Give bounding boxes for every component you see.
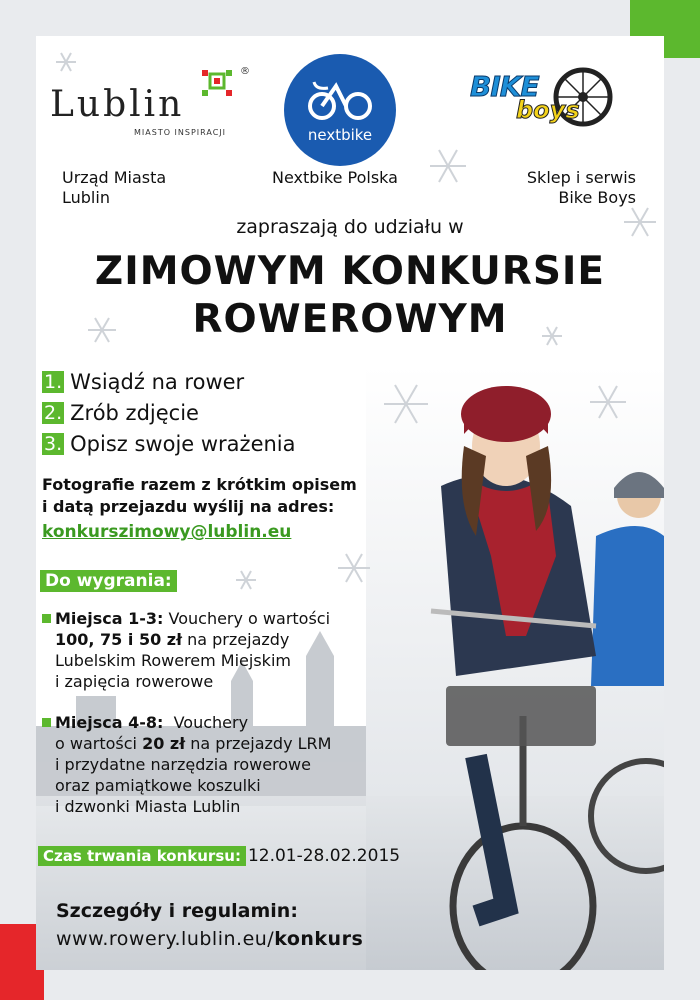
- step-number: 2.: [44, 401, 63, 424]
- url-bold: konkurs: [274, 928, 364, 950]
- prize-text: Vouchery: [163, 713, 249, 732]
- title-line: ROWEROWYM: [192, 297, 508, 342]
- bullet-icon: [42, 718, 51, 727]
- prizes-heading: Do wygrania:: [40, 570, 177, 592]
- details-label: Szczegóły i regulamin:: [56, 900, 298, 922]
- contest-duration: [38, 846, 400, 866]
- title-line: ZIMOWYM KONKURSIE: [94, 249, 606, 294]
- bullet-icon: [42, 614, 51, 623]
- contest-email-link[interactable]: konkurszimowy@lublin.eu: [42, 522, 292, 542]
- prize-amount: 20 zł: [142, 734, 186, 753]
- step-text: Zrób zdjęcie: [70, 400, 199, 425]
- nextbike-logo: [284, 54, 396, 166]
- rules-url-link[interactable]: [56, 928, 363, 950]
- duration-value: 12.01-28.02.2015: [247, 846, 401, 866]
- bicycle-icon: [306, 80, 374, 124]
- prize-text: Vouchery o wartości: [163, 609, 331, 628]
- prize-text: i zapięcia rowerowe: [55, 672, 214, 691]
- prize-text: i przydatne narzędzia rowerowe: [55, 755, 311, 774]
- prize-places-4-8: [42, 712, 372, 817]
- instruction-line: Fotografie razem z krótkim opisem: [42, 475, 357, 494]
- organizer-nextbike: [272, 168, 452, 188]
- poster-card: [36, 36, 664, 970]
- prize-text: oraz pamiątkowe koszulki: [55, 776, 261, 795]
- lublin-emblem-icon: [200, 68, 234, 100]
- instruction-line: i datą przejazdu wyślij na adres:: [42, 497, 335, 516]
- lublin-logo: [50, 66, 250, 146]
- step-text: Wsiądź na rower: [70, 369, 245, 394]
- steps-list: [42, 366, 296, 459]
- invite-text: zapraszają do udziału w: [236, 216, 464, 238]
- bikeboys-logo: [468, 66, 614, 142]
- submission-instructions: [42, 474, 462, 518]
- step-item: [42, 428, 296, 459]
- prize-places-1-3: [42, 608, 372, 692]
- contest-title: [36, 248, 664, 344]
- organizer-line: Lublin: [62, 188, 110, 207]
- organizer-line: Bike Boys: [558, 188, 636, 207]
- duration-label: Czas trwania konkursu:: [38, 846, 246, 866]
- url-plain: www.rowery.lublin.eu/: [56, 928, 275, 950]
- step-item: [42, 366, 296, 397]
- bikeboys-word-bike: BIKE: [470, 70, 539, 103]
- step-text: Opisz swoje wrażenia: [70, 431, 296, 456]
- prize-text: i dzwonki Miasta Lublin: [55, 797, 241, 816]
- bikeboys-word-boys: boys: [516, 96, 580, 124]
- organizer-line: Nextbike Polska: [272, 168, 398, 187]
- prize-place: Miejsca 4-8:: [55, 713, 164, 732]
- step-number: 1.: [44, 370, 63, 393]
- organizer-line: Sklep i serwis: [526, 168, 636, 187]
- prize-text: Lubelskim Rowerem Miejskim: [55, 651, 291, 670]
- lublin-wordmark: Lublin: [50, 84, 185, 125]
- organizer-lublin: [62, 168, 222, 208]
- prize-text: na przejazdy LRM: [185, 734, 332, 753]
- prize-text: na przejazdy: [182, 630, 290, 649]
- lublin-registered-mark: ®: [240, 66, 250, 77]
- step-number: 3.: [44, 432, 63, 455]
- nextbike-wordmark: nextbike: [307, 126, 373, 144]
- prize-place: Miejsca 1-3:: [55, 609, 164, 628]
- prizes-label: [40, 570, 177, 592]
- lublin-tagline: MIASTO INSPIRACJI: [134, 128, 227, 137]
- organizer-bikeboys: [466, 168, 636, 208]
- prize-text: o wartości: [55, 734, 143, 753]
- organizer-line: Urząd Miasta: [62, 168, 167, 187]
- step-item: [42, 397, 296, 428]
- prize-amount: 100, 75 i 50 zł: [55, 630, 183, 649]
